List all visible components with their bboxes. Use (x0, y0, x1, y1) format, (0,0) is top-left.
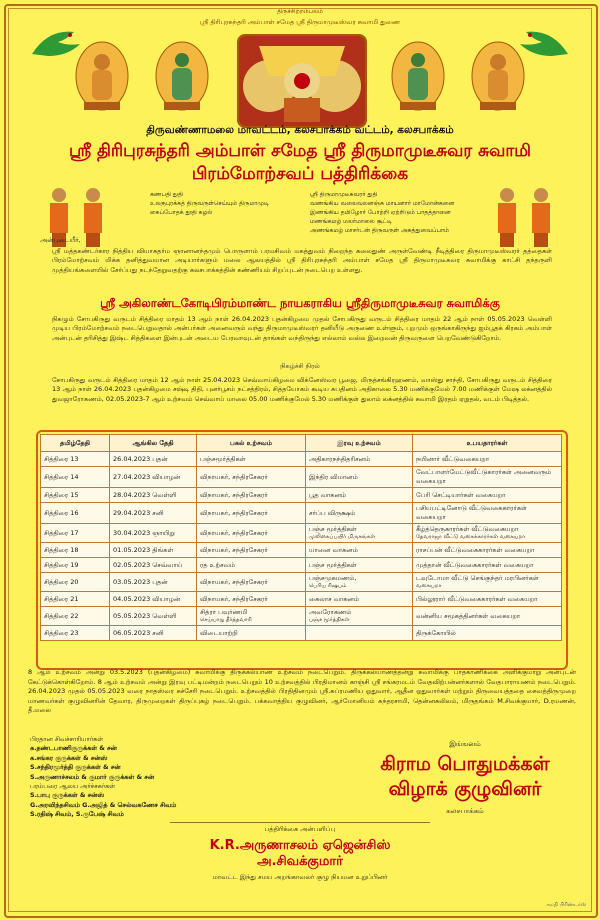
cell-day-festival (197, 503, 306, 524)
archaka-name: S.ரதிஷ் சிவம், S.ருபேஷ் சிவம் (30, 810, 124, 819)
table-row (41, 503, 562, 524)
table-row (41, 452, 562, 467)
cell-sponsor (413, 558, 562, 573)
cell-english-date-text: 29.04.2023 சனி (113, 508, 164, 517)
cell-english-date-text: 03.05.2023 புதன் (113, 577, 168, 586)
cell-night-festival-text: கைலாச வாகனம் (309, 594, 360, 603)
cell-sponsor (413, 524, 562, 543)
signoff-by: இங்ஙனம் (449, 740, 481, 748)
cell-day-festival-text-2: செய்யாறு தீர்த்தவாரி (200, 617, 252, 623)
top-deity-line: ஸ்ரீ திரிபுரசுந்தரி அம்பாள் சமேத ஸ்ரீ திருமாமுடீஸ்வர சுவாமி துணை (199, 18, 401, 26)
cell-day-festival (197, 626, 306, 641)
cell-sponsor (413, 467, 562, 488)
deity-figure-3-icon (386, 40, 450, 116)
cell-english-date-text: 04.05.2023 வியாழன் (113, 594, 181, 603)
cell-tamil-date (41, 452, 110, 467)
cell-tamil-date-text: சித்திரை 22 (44, 611, 79, 620)
schedule-table (40, 434, 562, 641)
verse-right-line: வணங்கிய வலைவலனஞ்சு மாயனார் மாமோன்சுனை (310, 200, 455, 207)
sub-heading: ஸ்ரீ அகிலாண்டகோடிபிரம்மாண்ட நாயகராகிய ஸ்ரீதிருமாமுடீசுவர சுவாமிக்கு (100, 296, 500, 310)
saint-figure-right-2-icon (524, 186, 558, 250)
priest-name: S.அருணாச்சலம் & குமார் குருக்கள் & சன் (30, 772, 155, 781)
cell-sponsor-text: வேட்பாளர்மேட்டுவீட்டுகாரர்கள் அனைவரும் வகையறா (416, 468, 552, 485)
cell-night-festival-text: பூத வாகனம் (309, 490, 347, 499)
invitation-signoff (350, 740, 580, 816)
deity-figure-1-icon (70, 40, 134, 116)
cell-day-festival (197, 573, 306, 592)
signoff-group-2: விழாக் குழுவினர் (388, 778, 542, 800)
cell-english-date (110, 626, 197, 641)
cell-night-festival-text: சர்ப்ப விருக்ஷம் (309, 508, 356, 517)
cell-day-festival (197, 592, 306, 607)
cell-night-festival-text: பஞ்ச மூர்த்திகள் (309, 525, 357, 533)
cell-sponsor (413, 626, 562, 641)
cell-day-festival (197, 488, 306, 503)
table-row (41, 607, 562, 626)
cell-night-festival-text: யானை வாகனம் (309, 545, 358, 554)
verse-left-line: உலகுபுரக்கத் திருவருள்செய்யும் திருமாமுடி (150, 200, 269, 207)
intro-paragraph: ஸ்ரீ மத்தகண்டர்கார நித்திய வியாகதர்ம ஞானானந்தமும் பொருளாம் பரமசிவம் மகத்துவம் நிறைந்த கலைதுண் அருள்வேண்டி நீடித்திரை திருமாமுடீஸ்வரர் தத்தைகள் பிரம்மோற்சவம் மிக்க தனித்துவமான அடியார்களும் மலை ஆலயத்தில் ஸ்ரீ திரிபுரசுந்தரி அம்பாள் சமேத ஸ்ரீ திருமாமுடீசுவர சுவாமிக்கு காட்சி தந்தருளி முத்தியங்களையில் சேர்ப்பது நடந்தேறுவதற்கு கலசபாக்கத்தின் கண்ணியம் சிறப்புடன் நடைபெற உள்ளது. (52, 247, 552, 274)
saint-figure-right-1-icon (490, 186, 524, 250)
archaka-name: S.பாபு குருக்கள் & சன்ஸ் (30, 791, 105, 800)
col-night-festival: இரவு உற்சவம் (306, 435, 413, 452)
footer-role: மாவட்ட இந்து சமய அறங்காவலர் குழு நியமன உறுப்பினர் (212, 873, 388, 881)
cell-day-festival-text: சித்ரா பவுர்ணமி (200, 608, 248, 616)
deity-verse (310, 190, 490, 235)
cell-english-date (110, 543, 197, 558)
schedule-title: நிகழ்ச்சி நிரல் (280, 362, 320, 370)
cell-sponsor (413, 488, 562, 503)
cell-sponsor-text: பேரி செட்டியார்கள் வகையறா (416, 490, 506, 499)
footer-agency: K.R.அருணாசலம் ஏஜென்சிஸ் (209, 838, 391, 853)
cell-night-festival-text: பஞ்சமுகமணம், (309, 574, 357, 582)
cell-tamil-date-text: சித்திரை 20 (44, 577, 79, 586)
cell-tamil-date (41, 607, 110, 626)
verse-right-line: மணங்கமழ் மலர்மாலை சூட்டி (310, 218, 392, 225)
cell-english-date (110, 488, 197, 503)
cell-day-festival-text: விநாயகர், சந்திரசேகரர் (200, 490, 268, 499)
cell-sponsor (413, 607, 562, 626)
cell-day-festival-text: பஞ்சமூர்த்திகள் (200, 454, 246, 463)
col-english-date: ஆங்கில தேதி (110, 435, 197, 452)
verse-right-line: அணங்கமழ் மாசர்டன் திருவருள் அகத்துவைப்பாம் (310, 227, 449, 234)
schedule-paragraph: நிகழும் சோபகிருது வருடம் சித்திரை மாதம் 13 ஆம் நாள் 26.04.2023 புதன்கிழமை முதல் சோபகிருது வருடம் சித்திரை மாதம் 22 ஆம் நாள் 05.05.2023 வெள்ளி முடிய பிரம்மோற்சவம் நடைபெறுவதால் அன்பர்கள் அனைவரும் வந்து திருமாமுடீஸ்வரர் தனியீடு அருணை உள்ளும், புறமும் ஒருங்காகிருந்து ஐம்பூதக் கிரகம் அம்பாள் அன்புடன் தரிசித்து இஷ்ட சித்திகளை இன்புடன் அடைய பேரவாவுடன் தாங்கள் வந்திருந்து எல்லாம் வல்ல இறைவன் திருவருளை பெறவேண்டுகிறோம். (52, 315, 552, 342)
cell-night-festival (306, 626, 413, 641)
cell-day-festival-text: விநாயகர், சந்திரசேகரர் (200, 545, 268, 554)
cell-night-festival (306, 558, 413, 573)
cell-night-festival-text: அதிகாரநந்திதரிசனம் (309, 454, 371, 463)
printer-credit: சுமதி பிரிண்டர்ஸ் (546, 902, 586, 908)
cell-english-date (110, 524, 197, 543)
temple-deity-photo (237, 34, 367, 128)
cell-english-date (110, 467, 197, 488)
cell-tamil-date (41, 573, 110, 592)
cell-sponsor-text: பில்லூரார் வீட்டுவகைகாரர்கள் வகையறா (416, 594, 538, 603)
table-row (41, 543, 562, 558)
verse-left-line: கைப்போதக் தூதி கழல் (150, 209, 213, 216)
archakas-heading: பரம்பரை ஆலய அர்ச்சகர்கள் (30, 782, 116, 791)
table-row (41, 573, 562, 592)
cell-day-festival-text: விநாயகர், சந்திரசேகரர் (200, 577, 268, 586)
cell-tamil-date (41, 626, 110, 641)
col-sponsors: உபயதாரர்கள் (413, 435, 562, 452)
cell-night-festival (306, 607, 413, 626)
signoff-place: கலசபாக்கம் (446, 807, 484, 815)
priests-list (30, 735, 176, 820)
cell-day-festival-text: விநாயகர், சந்திரசேகரர் (200, 508, 268, 517)
cell-tamil-date-text: சித்திரை 23 (44, 628, 79, 637)
cell-night-festival (306, 592, 413, 607)
cell-english-date-text: 30.04.2023 ஞாயிறு (113, 528, 175, 537)
cell-sponsor (413, 543, 562, 558)
cell-tamil-date (41, 503, 110, 524)
cell-tamil-date-text: சித்திரை 14 (44, 472, 79, 481)
table-row (41, 626, 562, 641)
table-row (41, 524, 562, 543)
cell-day-festival-text: ரத உற்சவம் (200, 560, 236, 569)
table-row (41, 592, 562, 607)
cell-night-festival-text-2: முலிகைப்பயிர் மிருகங்கள் (309, 534, 376, 540)
cell-english-date-text: 05.05.2023 வெள்ளி (113, 611, 177, 620)
cell-sponsor-text: வன்னிய சமூகத்தினர்கள் வகையறா (416, 611, 521, 620)
cell-tamil-date-text: சித்திரை 19 (44, 560, 79, 569)
cell-night-festival (306, 543, 413, 558)
cell-tamil-date-text: சித்திரை 16 (44, 508, 79, 517)
footer-proprietor: அ.சிவக்குமார் (257, 854, 343, 869)
cell-english-date (110, 607, 197, 626)
cell-sponsor-text: திருக்கோயில் (416, 628, 456, 637)
cell-english-date (110, 573, 197, 592)
cell-sponsor-text: கீழ்த்தெருகாரர்கள் வீட்டுவகையறா (416, 525, 519, 533)
table-row (41, 488, 562, 503)
cell-day-festival-text: விடையாற்றி (200, 628, 238, 637)
cell-english-date (110, 592, 197, 607)
verse-right-title: ஸ்ரீ திருமாமுடீசுவரர் துதி (310, 191, 378, 198)
cell-night-festival (306, 467, 413, 488)
cell-tamil-date-text: சித்திரை 21 (44, 594, 79, 603)
cell-day-festival (197, 452, 306, 467)
cell-night-festival-text-2: பெரிய ரிஷபம் (309, 583, 347, 589)
cell-day-festival-text: விநாயகர், சந்திரசேகரர் (200, 594, 268, 603)
cell-english-date-text: 28.04.2023 வெள்ளி (113, 490, 177, 499)
cell-night-festival-text-2: பஞ்ச மூர்த்திகள் (309, 617, 350, 623)
ganapathi-verse (150, 190, 300, 217)
col-tamil-date: தமிழ்தேதி (41, 435, 110, 452)
cell-night-festival (306, 573, 413, 592)
table-header-row (41, 435, 562, 452)
footer-sponsor (170, 825, 430, 882)
verse-left-title: கணபதி துதி (150, 191, 183, 198)
cell-tamil-date (41, 524, 110, 543)
page-title: ஸ்ரீ திரிபுரசுந்தரி அம்பாள் சமேத ஸ்ரீ திருமாமுடீசுவர சுவாமி (68, 141, 532, 161)
cell-night-festival (306, 503, 413, 524)
cell-day-festival (197, 524, 306, 543)
cell-day-festival (197, 467, 306, 488)
cell-tamil-date (41, 488, 110, 503)
priest-name: க.தண்டபாணிகுருக்கள் & சன் (30, 744, 117, 753)
cell-day-festival (197, 558, 306, 573)
cell-sponsor-text-2: தேவராஜா வீட்டு வகைக்காரர்கள் வகையறா (416, 534, 526, 540)
archaka-name: G.அரவிந்தசிவம் G.அஜித் & செல்வகணேச சிவம் (30, 800, 177, 809)
cell-night-festival (306, 524, 413, 543)
deity-figure-2-icon (150, 40, 214, 116)
footer-divider (170, 822, 430, 823)
table-row (41, 558, 562, 573)
table-body (41, 452, 562, 641)
cell-tamil-date-text: சித்திரை 13 (44, 454, 79, 463)
cell-tamil-date-text: சித்திரை 18 (44, 545, 79, 554)
cell-tamil-date-text: சித்திரை 17 (44, 528, 79, 537)
cell-tamil-date (41, 558, 110, 573)
rituals-paragraph: சோபகிருது வருடம் சித்திரை மாதம் 12 ஆம் நாள் 25.04.2023 செவ்வாய்கிழமை விக்னேஸ்வர பூஜை, மிருத்சங்கிரஹணம், வாஸ்து சாந்தி, சோபகிருது வருடம் சித்திரை 13 ஆம் நாள் 26.04.2023 புதன்கிழமை சஷ்டி திதி, புனர்பூசம் நட்சத்திரம், சித்தயோகம் கூடிய சுபதினம் அதிகாலை 5.30 மணிக்குமேல் 7.00 மணிக்குள் மேஷ லக்னத்தில் துவஜாரோகணம், 02.05.2023-7 ஆம் உற்சவம் செவ்வாய் மாலை 05.00 மணிக்குமேல் 5.30 மணிக்குள் துலாம் லக்னத்தில் சுவாமி இரதம் ஏறுதல், வடம் பிடித்தல். (52, 376, 552, 403)
top-invocation: திருச்சிற்றம்பலம் (277, 8, 323, 15)
cell-night-festival (306, 452, 413, 467)
cell-english-date-text: 06.05.2023 சனி (113, 628, 164, 637)
cell-english-date-text: 01.05.2023 திங்கள் (113, 545, 174, 554)
cell-tamil-date (41, 592, 110, 607)
cell-english-date-text: 27.04.2023 வியாழன் (113, 472, 181, 481)
cell-english-date-text: 02.05.2023 செவ்வாய் (113, 560, 183, 569)
district-line: திருவண்ணாமலை மாவட்டம், கலசபாக்கம் வட்டம், கலசபாக்கம் (146, 124, 454, 136)
cell-sponsor-text: பசியபட்டினோடு வீட்டுவகைகாரர்கள் வகையறா (416, 504, 527, 521)
cell-sponsor-text-2: வகையறா (416, 583, 442, 589)
priest-name: க.சங்கர குருக்கள் & சன்ஸ் (30, 753, 108, 762)
cell-english-date (110, 452, 197, 467)
cell-english-date (110, 558, 197, 573)
cell-night-festival-text: அவரோகணம் (309, 608, 352, 616)
cell-sponsor (413, 573, 562, 592)
cell-english-date (110, 503, 197, 524)
cell-sponsor (413, 452, 562, 467)
cell-tamil-date (41, 543, 110, 558)
priest-name: S.சந்திரமூர்த்தி குருக்கள் & சன் (30, 763, 121, 772)
cell-tamil-date (41, 467, 110, 488)
cell-day-festival-text: விநாயகர், சந்திரசேகரர் (200, 528, 268, 537)
cell-tamil-date-text: சித்திரை 15 (44, 490, 79, 499)
cell-night-festival-text: பஞ்ச மூர்த்திகள் (309, 560, 357, 569)
cell-day-festival (197, 543, 306, 558)
deity-figure-4-icon (466, 40, 530, 116)
cell-english-date-text: 26.04.2023 புதன் (113, 454, 168, 463)
cell-sponsor-text: டவுடோமா வீட்டு செங்குந்தர் மரபினர்கள் (416, 574, 539, 582)
footer-label: பத்திரிக்கை அன்பளிப்பு (264, 825, 336, 833)
table-row (41, 467, 562, 488)
cell-sponsor-text: முத்தான் வீட்டுவகைகாரர்கள் வகையறா (416, 560, 534, 569)
cell-sponsor (413, 592, 562, 607)
cell-day-festival-text: விநாயகர், சந்திரசேகரர் (200, 472, 268, 481)
cell-sponsor-text: ராசப்பன் வீட்டுவகைகாரர்கள் வகையறா (416, 545, 535, 554)
cell-night-festival (306, 488, 413, 503)
cell-day-festival (197, 607, 306, 626)
verse-right-line: இணங்கிய தமிழோர் போற்றி ஏற்றிடும் பாதத்தானை (310, 209, 451, 216)
cell-night-festival-text: இந்திர விமானம் (309, 472, 358, 481)
festival-details-paragraph: 8 ஆம் உற்சவம் அன்று 03.5.2023 (புதன்கிழமை) சுவாமிக்கு திருக்கல்யாண உற்சவம் நடைபெறும். திருக்கல்யாணத்தன்று சுவாமிக்கு பாதகாணிக்கை அளிக்குமாறு அன்புடன் கேட்டுக்கொள்கிறோம். 8 ஆம் உற்சவம் அன்று இரவு பட்டிமன்றம் நடைபெறும் 10 உற்சவத்தில் பிரதிமானம் காஞ்சி ஸ்ரீ சங்கரமடம் வேதவிற்பன்னர்களால் வேதபாராயணம் நடைபெறும். 26.04.2023 முதல் 05.05.2023 வரை நாதஸ்வர கச்சேரி நடைபெறும். உற்சவத்தில் பிரதிதினமும் ஸ்ரீ.சுப்ரமணிய ஓதுவார், ஆதீன ஓதுவார்கள் மற்றும் திருவையத்ததை சைவத்திருமுறை மாணவர்கள் குழுவினரின் தேவார, திருமுறைகள் திருப்புகழ் நடைபெறும். பக்கவாத்திய குழுவினர், ஆர்மோனியம் சுந்தரசாமி, தென்னகலிலம், மிருதங்கம் M.சிவக்குமார், D.ரமணன், தீ.மலை (28, 668, 576, 714)
cell-sponsor (413, 503, 562, 524)
page-subtitle: பிரம்மோற்சவப் பத்திரிக்கை (191, 164, 409, 184)
cell-sponsor-text: நயினார் வீட்டுவகையறா (416, 454, 490, 463)
priests-heading: பிரதான சிவச்சாரியார்கள் (30, 735, 104, 743)
col-day-festival: பகல் உற்சவம் (197, 435, 306, 452)
signoff-group-1: கிராம பொதுமக்கள் (380, 753, 550, 775)
greeting: அன்புடையீர், (40, 236, 81, 244)
